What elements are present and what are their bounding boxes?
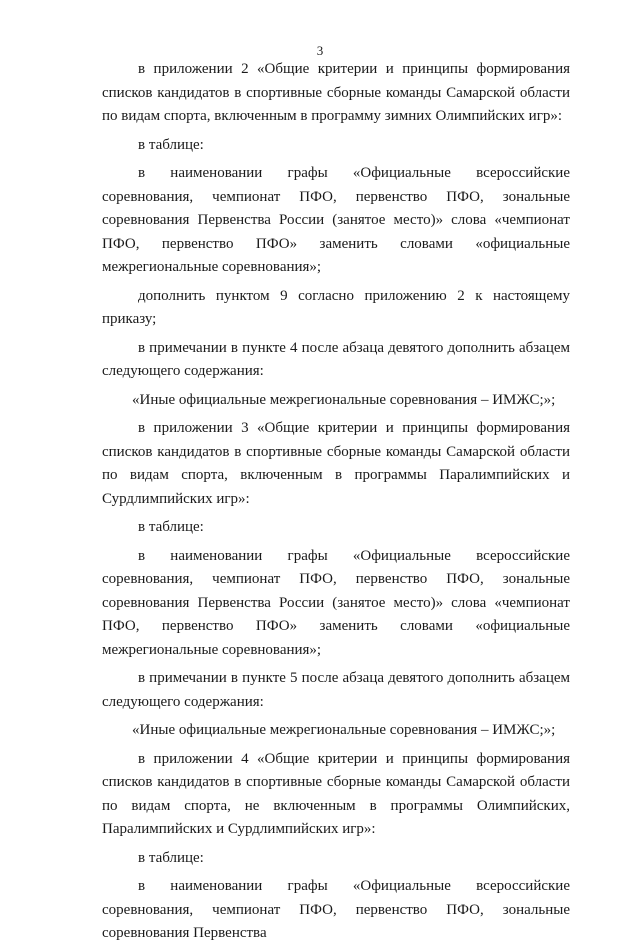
paragraph-add-item-9: дополнить пунктом 9 согласно приложению 2 к настоящему приказу; bbox=[102, 287, 570, 327]
paragraph-table-label: в таблице: bbox=[138, 849, 204, 866]
paragraph-quote-imzhs: «Иные официальные межрегиональные соревнования – ИМЖС;»; bbox=[132, 391, 556, 408]
paragraph-quote-imzhs: «Иные официальные межрегиональные соревнования – ИМЖС;»; bbox=[132, 722, 556, 738]
paragraph-column-rename: в наименовании графы «Официальные всероссийские соревнования, чемпионат ПФО, первенство ПФО, зональные соревнования Первенства России (занятое место)» слова «чемпионат ПФО, первенство ПФО» заменить словами «официальные межрегиональные соревнования»; bbox=[102, 165, 570, 275]
paragraph-column-rename: в наименовании графы «Официальные всероссийские соревнования, чемпионат ПФО, первенство ПФО, зональные соревнования Первенства bbox=[102, 878, 570, 941]
paragraph-appendix-2-intro: в приложении 2 «Общие критерии и принципы формирования списков кандидатов в спортивные сборные команды Самарской области по видам спорта, включенным в программу зимних Олимпийских игр»: bbox=[102, 61, 570, 124]
page-number: 3 bbox=[316, 43, 324, 58]
paragraph-appendix-4-intro: в приложении 4 «Общие критерии и принципы формирования списков кандидатов в спортивные сборные команды Самарской области по видам спорта, не включенным в программы Олимпийских, Паралимпийских и Сурдлимпийских игр»: bbox=[102, 750, 570, 837]
paragraph-appendix-3-intro: в приложении 3 «Общие критерии и принципы формирования списков кандидатов в спортивные сборные команды Самарской области по видам спорта, включенным в программы Паралимпийских и Сурдлимпийских игр»: bbox=[102, 420, 570, 507]
document-body bbox=[102, 58, 570, 946]
paragraph-column-rename: в наименовании графы «Официальные всероссийские соревнования, чемпионат ПФО, первенство ПФО, зональные соревнования Первенства России (занятое место)» слова «чемпионат ПФО, первенство ПФО» заменить словами «официальные межрегиональные соревнования»; bbox=[102, 547, 570, 658]
paragraph-note-item-5: в примечании в пункте 5 после абзаца девятого дополнить абзацем следующего содержания: bbox=[102, 670, 570, 710]
paragraph-table-label: в таблице: bbox=[138, 136, 204, 153]
paragraph-table-label: в таблице: bbox=[138, 519, 204, 535]
paragraph-note-item-4: в примечании в пункте 4 после абзаца девятого дополнить абзацем следующего содержания: bbox=[102, 339, 570, 379]
